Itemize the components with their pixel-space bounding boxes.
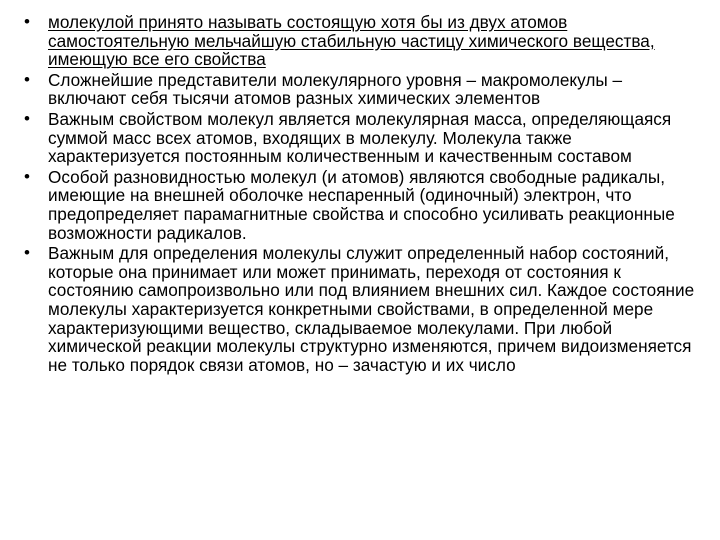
- bullet-item-2: [24, 71, 704, 108]
- bullet-text-2: Сложнейшие представители молекулярного уровня – макромолекулы – включают себя тысячи атомов разных химических элементов: [48, 69, 623, 109]
- bullet-text-3: Важным свойством молекул является молекулярная масса, определяющаяся суммой масс всех атомов, входящих в молекулу. Молекула также характеризуется постоянным количественным и качественным составом: [48, 108, 672, 167]
- bullet-icon: •: [24, 243, 30, 263]
- bullet-text-5: Важным для определения молекулы служит определенный набор состояний, которые она принимает или может принимать, переходя от состояния к состоянию самопроизвольно или под влиянием внешних сил. Каждое состояние молекулы характеризуется конкретными свойствами, в определенной мере характеризующими вещество, складываемое молекулами. При любой химической реакции молекулы структурно изменяются, причем видоизменяется не только порядок связи атомов, но – зачастую и их число: [48, 243, 695, 375]
- bullet-icon: •: [24, 12, 30, 31]
- bullet-icon: •: [24, 108, 30, 128]
- bullet-text-4: Особой разновидностью молекул (и атомов) являются свободные радикалы, имеющие на внешней оболочке неспаренный (одиночный) электрон, что предопределяет парамагнитные свойства и способно усиливать реакционные возможности радикалов.: [48, 166, 675, 243]
- bullet-list: [24, 13, 704, 376]
- bullet-item-1: [24, 13, 704, 69]
- bullet-item-3: [24, 110, 704, 166]
- bullet-item-4: [24, 168, 704, 242]
- bullet-item-5: [24, 244, 704, 374]
- bullet-icon: •: [24, 69, 30, 89]
- bullet-icon: •: [24, 166, 30, 186]
- bullet-text-1: молекулой принято называть состоящую хотя бы из двух атомов самостоятельную мельчайшую стабильную частицу химического вещества, имеющую все его свойства: [48, 12, 655, 70]
